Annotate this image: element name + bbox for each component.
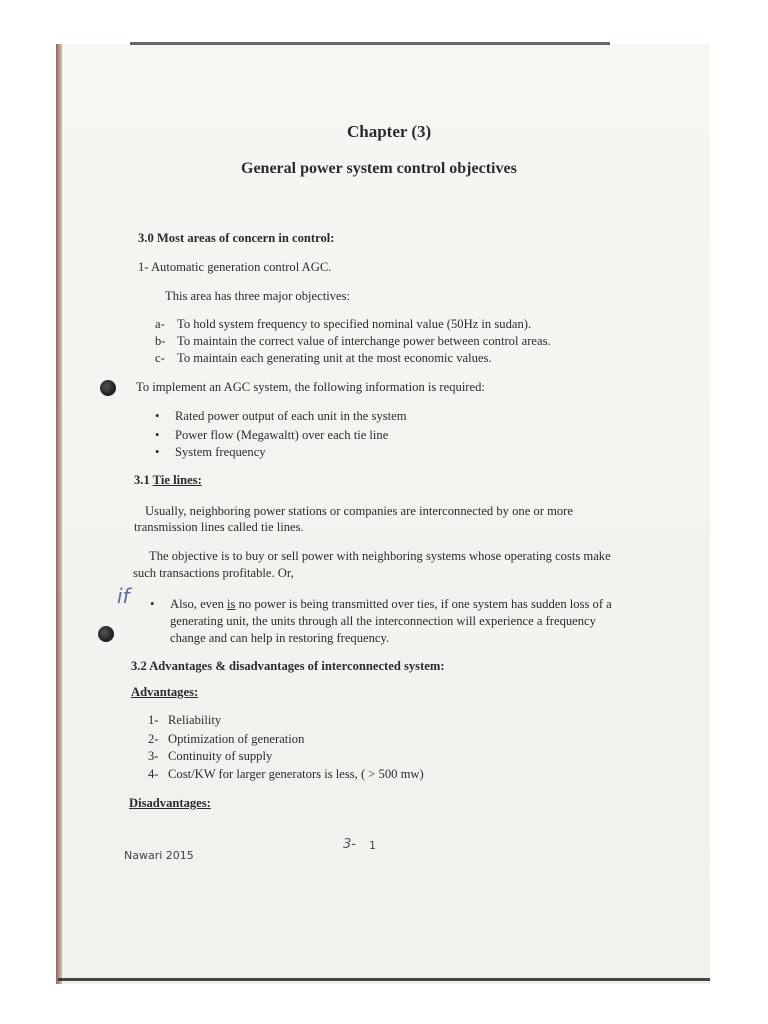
bullet-icon: • — [155, 409, 160, 423]
page-left-edge — [56, 44, 62, 984]
bullet-icon: • — [155, 445, 160, 459]
bullet-continuation: generating unit, the units through all the interconnection will experience a frequency — [170, 614, 596, 628]
punch-hole-icon — [100, 380, 116, 396]
subsection-label: Advantages: — [131, 685, 199, 699]
page-bottom-edge — [58, 978, 710, 981]
paragraph: Usually, neighboring power stations or companies are interconnected by one or more — [145, 504, 573, 518]
paragraph: To implement an AGC system, the following information is required: — [136, 380, 485, 394]
list-item: 1- Automatic generation control AGC. — [138, 260, 332, 274]
bullet-icon: • — [150, 597, 155, 611]
page-top-edge — [130, 42, 610, 45]
list-item: c- To maintain each generating unit at the most economic values. — [155, 351, 492, 365]
paragraph: transmission lines called tie lines. — [134, 520, 304, 534]
footer-author: Nawari 2015 — [124, 849, 194, 862]
paragraph: such transactions profitable. Or, — [133, 566, 294, 580]
list-item: b- To maintain the correct value of interchange power between control areas. — [155, 334, 551, 348]
list-item: 4- Cost/KW for larger generators is less, ( > 500 mw) — [148, 767, 424, 781]
list-item: 2- Optimization of generation — [148, 732, 305, 746]
subsection-label: Disadvantages: — [129, 796, 211, 810]
bullet-item: • Power flow (Megawaltt) over each tie line — [155, 428, 389, 442]
handwritten-page-mark: 3- — [343, 837, 356, 852]
bullet-item: • Rated power output of each unit in the system — [155, 409, 407, 423]
bullet-item: • System frequency — [155, 445, 266, 459]
page-subtitle: General power system control objectives — [241, 160, 517, 177]
section-heading: 3.0 Most areas of concern in control: — [138, 231, 335, 245]
handwritten-note: if — [117, 584, 130, 608]
punch-hole-icon — [98, 626, 114, 642]
paragraph: The objective is to buy or sell power with neighboring systems whose operating costs make — [149, 549, 611, 563]
list-item: a- To hold system frequency to specified nominal value (50Hz in sudan). — [155, 317, 532, 331]
chapter-title: Chapter (3) — [347, 122, 432, 141]
list-item: 1- Reliability — [148, 713, 222, 727]
section-heading: 3.1 Tie lines: — [134, 473, 202, 487]
list-item: 3- Continuity of supply — [148, 749, 273, 763]
section-heading: 3.2 Advantages & disadvantages of interconnected system: — [131, 659, 445, 673]
bullet-icon: • — [155, 428, 160, 442]
paragraph: This area has three major objectives: — [165, 289, 350, 303]
page-number: 1 — [369, 839, 376, 852]
bullet-item: • Also, even is no power is being transmitted over ties, if one system has sudden loss of a — [150, 597, 612, 611]
bullet-continuation: change and can help in restoring frequency. — [170, 631, 390, 645]
